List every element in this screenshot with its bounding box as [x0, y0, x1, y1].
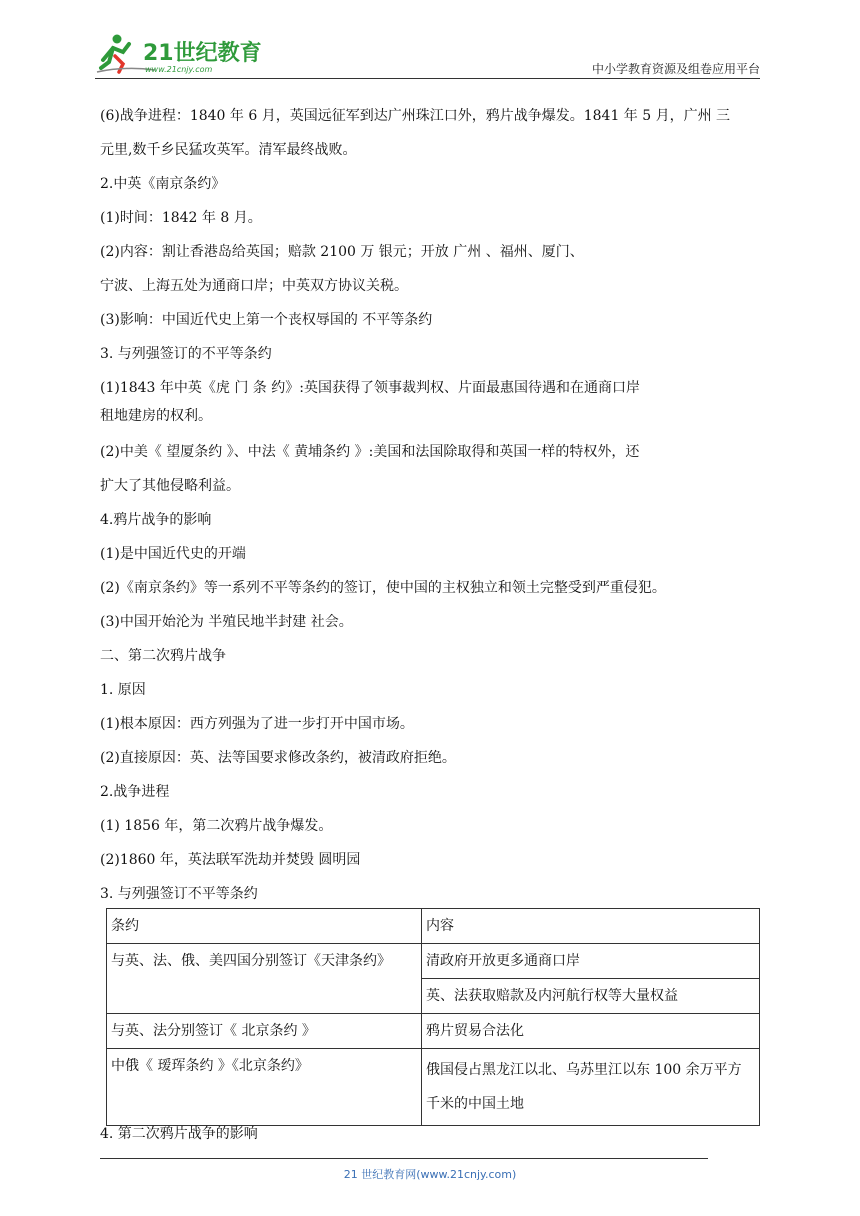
paragraph-line: (3)中国开始沦为 半殖民地半封建 社会。 [100, 614, 353, 630]
footer-link[interactable]: 21 世纪教育网(www.21cnjy.com) [343, 1168, 517, 1181]
table-cell: 与英、法、俄、美四国分别签订《天津条约》 [107, 944, 422, 1014]
section-heading: 1. 原因 [100, 682, 146, 698]
paragraph-line: (3)影响：中国近代史上第一个丧权辱国的 不平等条约 [100, 312, 433, 328]
paragraph-line: (6)战争进程：1840 年 6 月，英国远征军到达广州珠江口外，鸦片战争爆发。1841 年 5 月，广州 三 [100, 108, 731, 124]
table-cell: 与英、法分别签订《 北京条约 》 [107, 1014, 422, 1049]
paragraph-line: 元里,数千乡民猛攻英军。清军最终战败。 [100, 142, 357, 158]
paragraph-line: (1)是中国近代史的开端 [100, 546, 246, 562]
table-row [107, 944, 760, 979]
logo-21cnjy [95, 30, 265, 76]
paragraph-line: 租地建房的权利。 [100, 408, 212, 424]
paragraph-line: (2)直接原因：英、法等国要求修改条约，被清政府拒绝。 [100, 750, 456, 766]
page-header [95, 30, 760, 78]
svg-text:www.21cnjy.com: www.21cnjy.com [145, 65, 213, 74]
paragraph-line: (1)1843 年中英《虎 门 条 约》:英国获得了领事裁判权、片面最惠国待遇和在通商口岸 [100, 380, 640, 396]
paragraph-line: (2)1860 年，英法联军洗劫并焚毁 圆明园 [100, 852, 361, 868]
header-rule [95, 78, 760, 79]
table-cell: 俄国侵占黑龙江以北、乌苏里江以东 100 余万平方千米的中国土地 [422, 1049, 760, 1126]
table-cell: 英、法获取赔款及内河航行权等大量权益 [422, 979, 760, 1014]
treaty-table [106, 908, 760, 1126]
paragraph-line: (1)根本原因：西方列强为了进一步打开中国市场。 [100, 716, 414, 732]
section-heading: 4.鸦片战争的影响 [100, 512, 212, 528]
paragraph-line: (1)时间：1842 年 8 月。 [100, 210, 262, 226]
paragraph-line: 宁波、上海五处为通商口岸；中英双方协议关税。 [100, 278, 408, 294]
table-cell: 中俄《 瑷珲条约 》《北京条约》 [107, 1049, 422, 1126]
paragraph-line: (1) 1856 年，第二次鸦片战争爆发。 [100, 818, 333, 834]
section-heading: 2.中英《南京条约》 [100, 176, 226, 192]
table-row [107, 909, 760, 944]
table-row [107, 1014, 760, 1049]
section-heading: 3. 与列强签订不平等条约 [100, 886, 258, 902]
footer-rule [100, 1158, 708, 1159]
table-row [107, 1049, 760, 1126]
paragraph-line: (2)中美《 望厦条约 》、中法《 黄埔条约 》:美国和法国除取得和英国一样的特权外，还 [100, 444, 640, 460]
table-cell: 鸦片贸易合法化 [422, 1014, 760, 1049]
section-heading: 2.战争进程 [100, 784, 170, 800]
table-header-cell: 内容 [422, 909, 760, 944]
svg-text:21世纪教育: 21世纪教育 [143, 41, 262, 66]
paragraph-line: 扩大了其他侵略利益。 [100, 478, 240, 494]
table-cell: 清政府开放更多通商口岸 [422, 944, 760, 979]
paragraph-line: (2)《南京条约》等一系列不平等条约的签订，使中国的主权独立和领土完整受到严重侵犯。 [100, 580, 666, 596]
section-heading: 4. 第二次鸦片战争的影响 [100, 1126, 258, 1142]
table-header-cell: 条约 [107, 909, 422, 944]
section-heading: 3. 与列强签订的不平等条约 [100, 346, 272, 362]
chapter-heading: 二、第二次鸦片战争 [100, 648, 226, 664]
paragraph-line: (2)内容：割让香港岛给英国；赔款 2100 万 银元；开放 广州 、福州、厦门、 [100, 244, 584, 260]
platform-title: 中小学教育资源及组卷应用平台 [591, 62, 760, 76]
